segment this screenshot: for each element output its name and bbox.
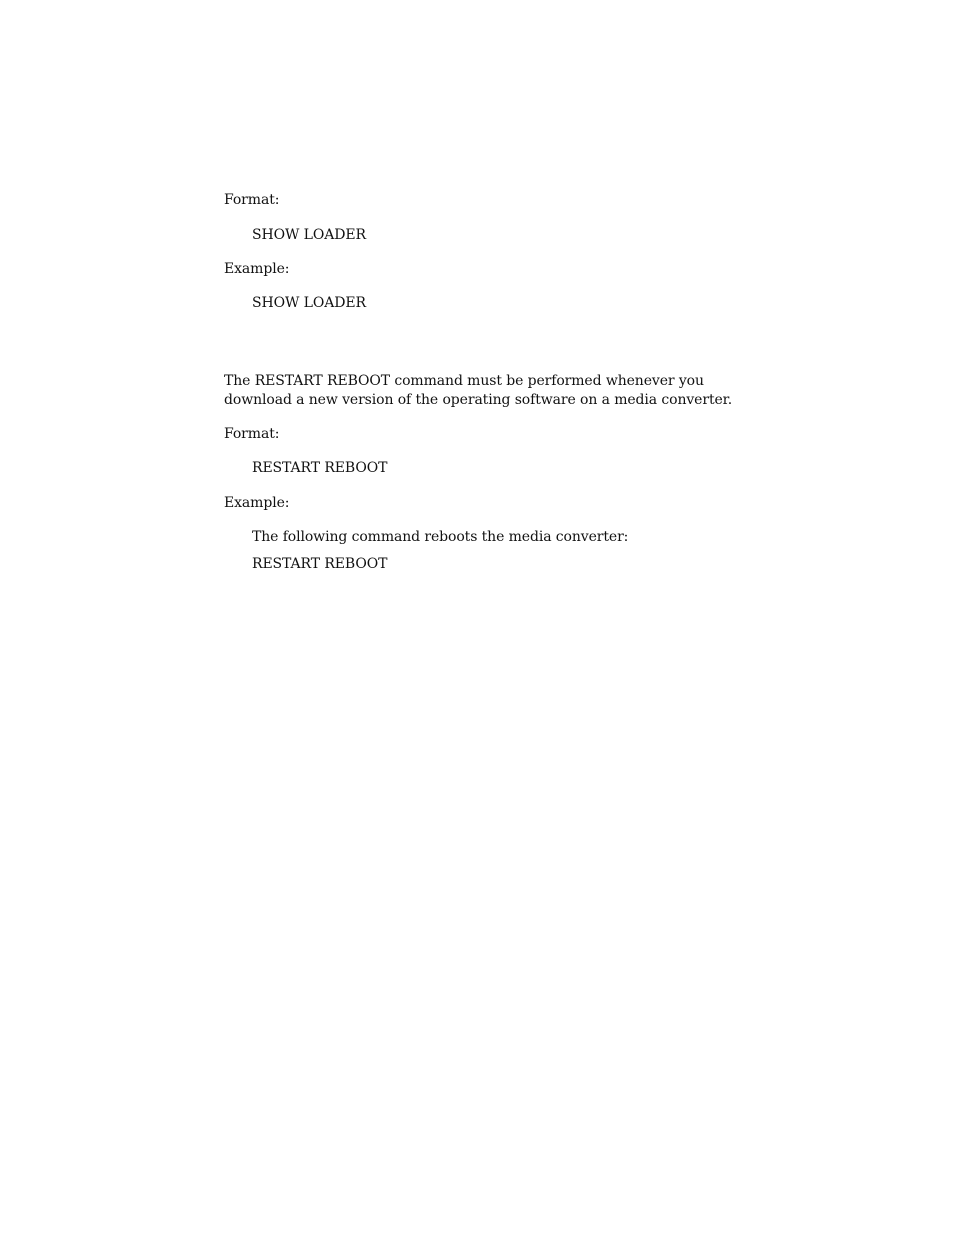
show-loader-example-label: Example:: [224, 261, 290, 277]
restart-reboot-format-label: Format:: [224, 426, 280, 442]
restart-reboot-example-command: RESTART REBOOT: [252, 556, 388, 572]
restart-reboot-format-command: RESTART REBOOT: [252, 460, 388, 476]
restart-reboot-example-text: The following command reboots the media converter:: [252, 529, 629, 545]
restart-reboot-description-line2: download a new version of the operating software on a media converter.: [224, 392, 733, 408]
show-loader-format-command: SHOW LOADER: [252, 227, 366, 243]
show-loader-example-command: SHOW LOADER: [252, 295, 366, 311]
show-loader-format-label: Format:: [224, 192, 280, 208]
restart-reboot-example-label: Example:: [224, 495, 290, 511]
restart-reboot-description-line1: The RESTART REBOOT command must be performed whenever you: [224, 373, 704, 389]
